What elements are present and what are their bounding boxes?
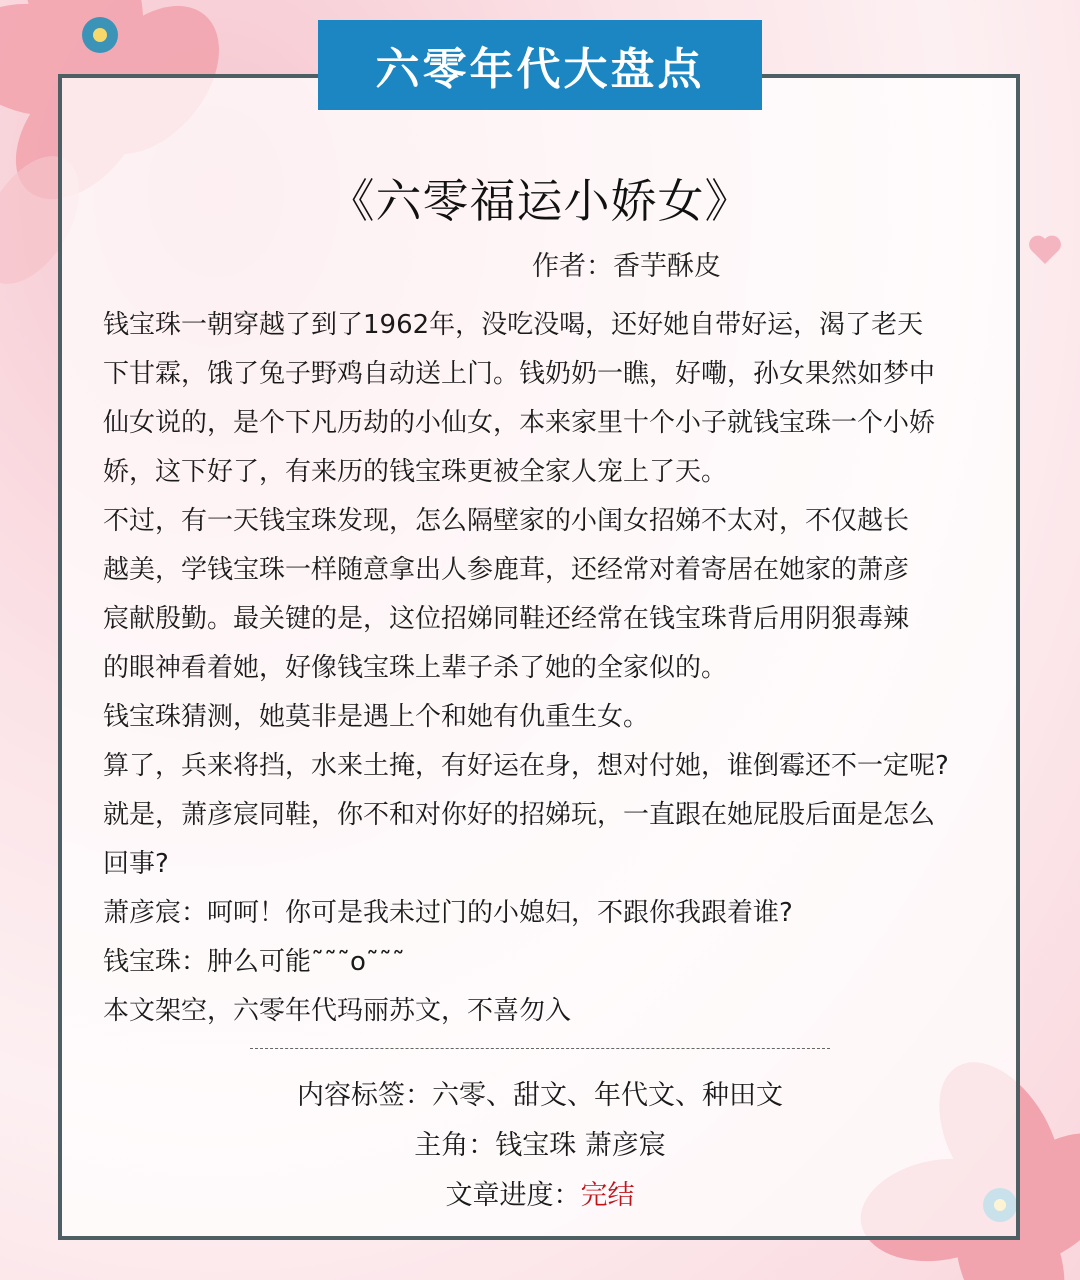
progress-status: 完结 (580, 1180, 635, 1211)
author-line (532, 244, 721, 283)
progress-label: 文章进度： (445, 1180, 581, 1211)
dashed-divider (250, 1048, 830, 1049)
synopsis-line: 越美，学钱宝珠一样随意拿出人参鹿茸，还经常对着寄居在她家的萧彦 (103, 555, 910, 585)
synopsis-line: 娇，这下好了，有来历的钱宝珠更被全家人宠上了天。 (103, 457, 728, 487)
progress-line (0, 1173, 1080, 1212)
tags-line (0, 1073, 1080, 1112)
heart-decoration (1025, 230, 1065, 270)
synopsis-line: 仙女说的，是个下凡历劫的小仙女，本来家里十个小子就钱宝珠一个小娇 (103, 408, 936, 438)
lead-line (0, 1123, 1080, 1162)
synopsis-line: 的眼神看着她，好像钱宝珠上辈子杀了她的全家似的。 (103, 653, 728, 683)
synopsis (103, 301, 1023, 1036)
synopsis-line: 钱宝珠猜测，她莫非是遇上个和她有仇重生女。 (103, 702, 650, 732)
synopsis-line: 本文架空，六零年代玛丽苏文，不喜勿入 (103, 996, 572, 1026)
synopsis-line: 就是，萧彦宸同鞋，你不和对你好的招娣玩，一直跟在她屁股后面是怎么 (103, 800, 936, 830)
lead-label: 主角： (414, 1130, 496, 1161)
lead-value: 钱宝珠 萧彦宸 (495, 1130, 666, 1161)
author-name: 香芋酥皮 (613, 251, 721, 282)
book-title: 《六零福运小娇女》 (328, 174, 752, 228)
synopsis-line: 算了，兵来将挡，水来土掩，有好运在身，想对付她，谁倒霉还不一定呢? (103, 751, 949, 781)
banner-title: 六零年代大盘点 (318, 20, 762, 110)
synopsis-line: 钱宝珠一朝穿越了到了1962年，没吃没喝，还好她自带好运，渴了老天 (103, 310, 924, 340)
tags-value: 六零、甜文、年代文、种田文 (432, 1080, 783, 1111)
synopsis-line: 萧彦宸：呵呵！你可是我未过门的小媳妇，不跟你我跟着谁? (103, 898, 793, 928)
author-label: 作者： (532, 251, 613, 282)
synopsis-line: 回事? (103, 849, 169, 879)
synopsis-line: 下甘霖，饿了兔子野鸡自动送上门。钱奶奶一瞧，好嘞，孙女果然如梦中 (103, 359, 936, 389)
tags-label: 内容标签： (297, 1080, 432, 1111)
synopsis-line: 钱宝珠：肿么可能˜˜˜o˜˜˜ (103, 947, 405, 977)
synopsis-line: 不过，有一天钱宝珠发现，怎么隔壁家的小闺女招娣不太对，不仅越长 (103, 506, 910, 536)
synopsis-line: 宸献殷勤。最关键的是，这位招娣同鞋还经常在钱宝珠背后用阴狠毒辣 (103, 604, 910, 634)
